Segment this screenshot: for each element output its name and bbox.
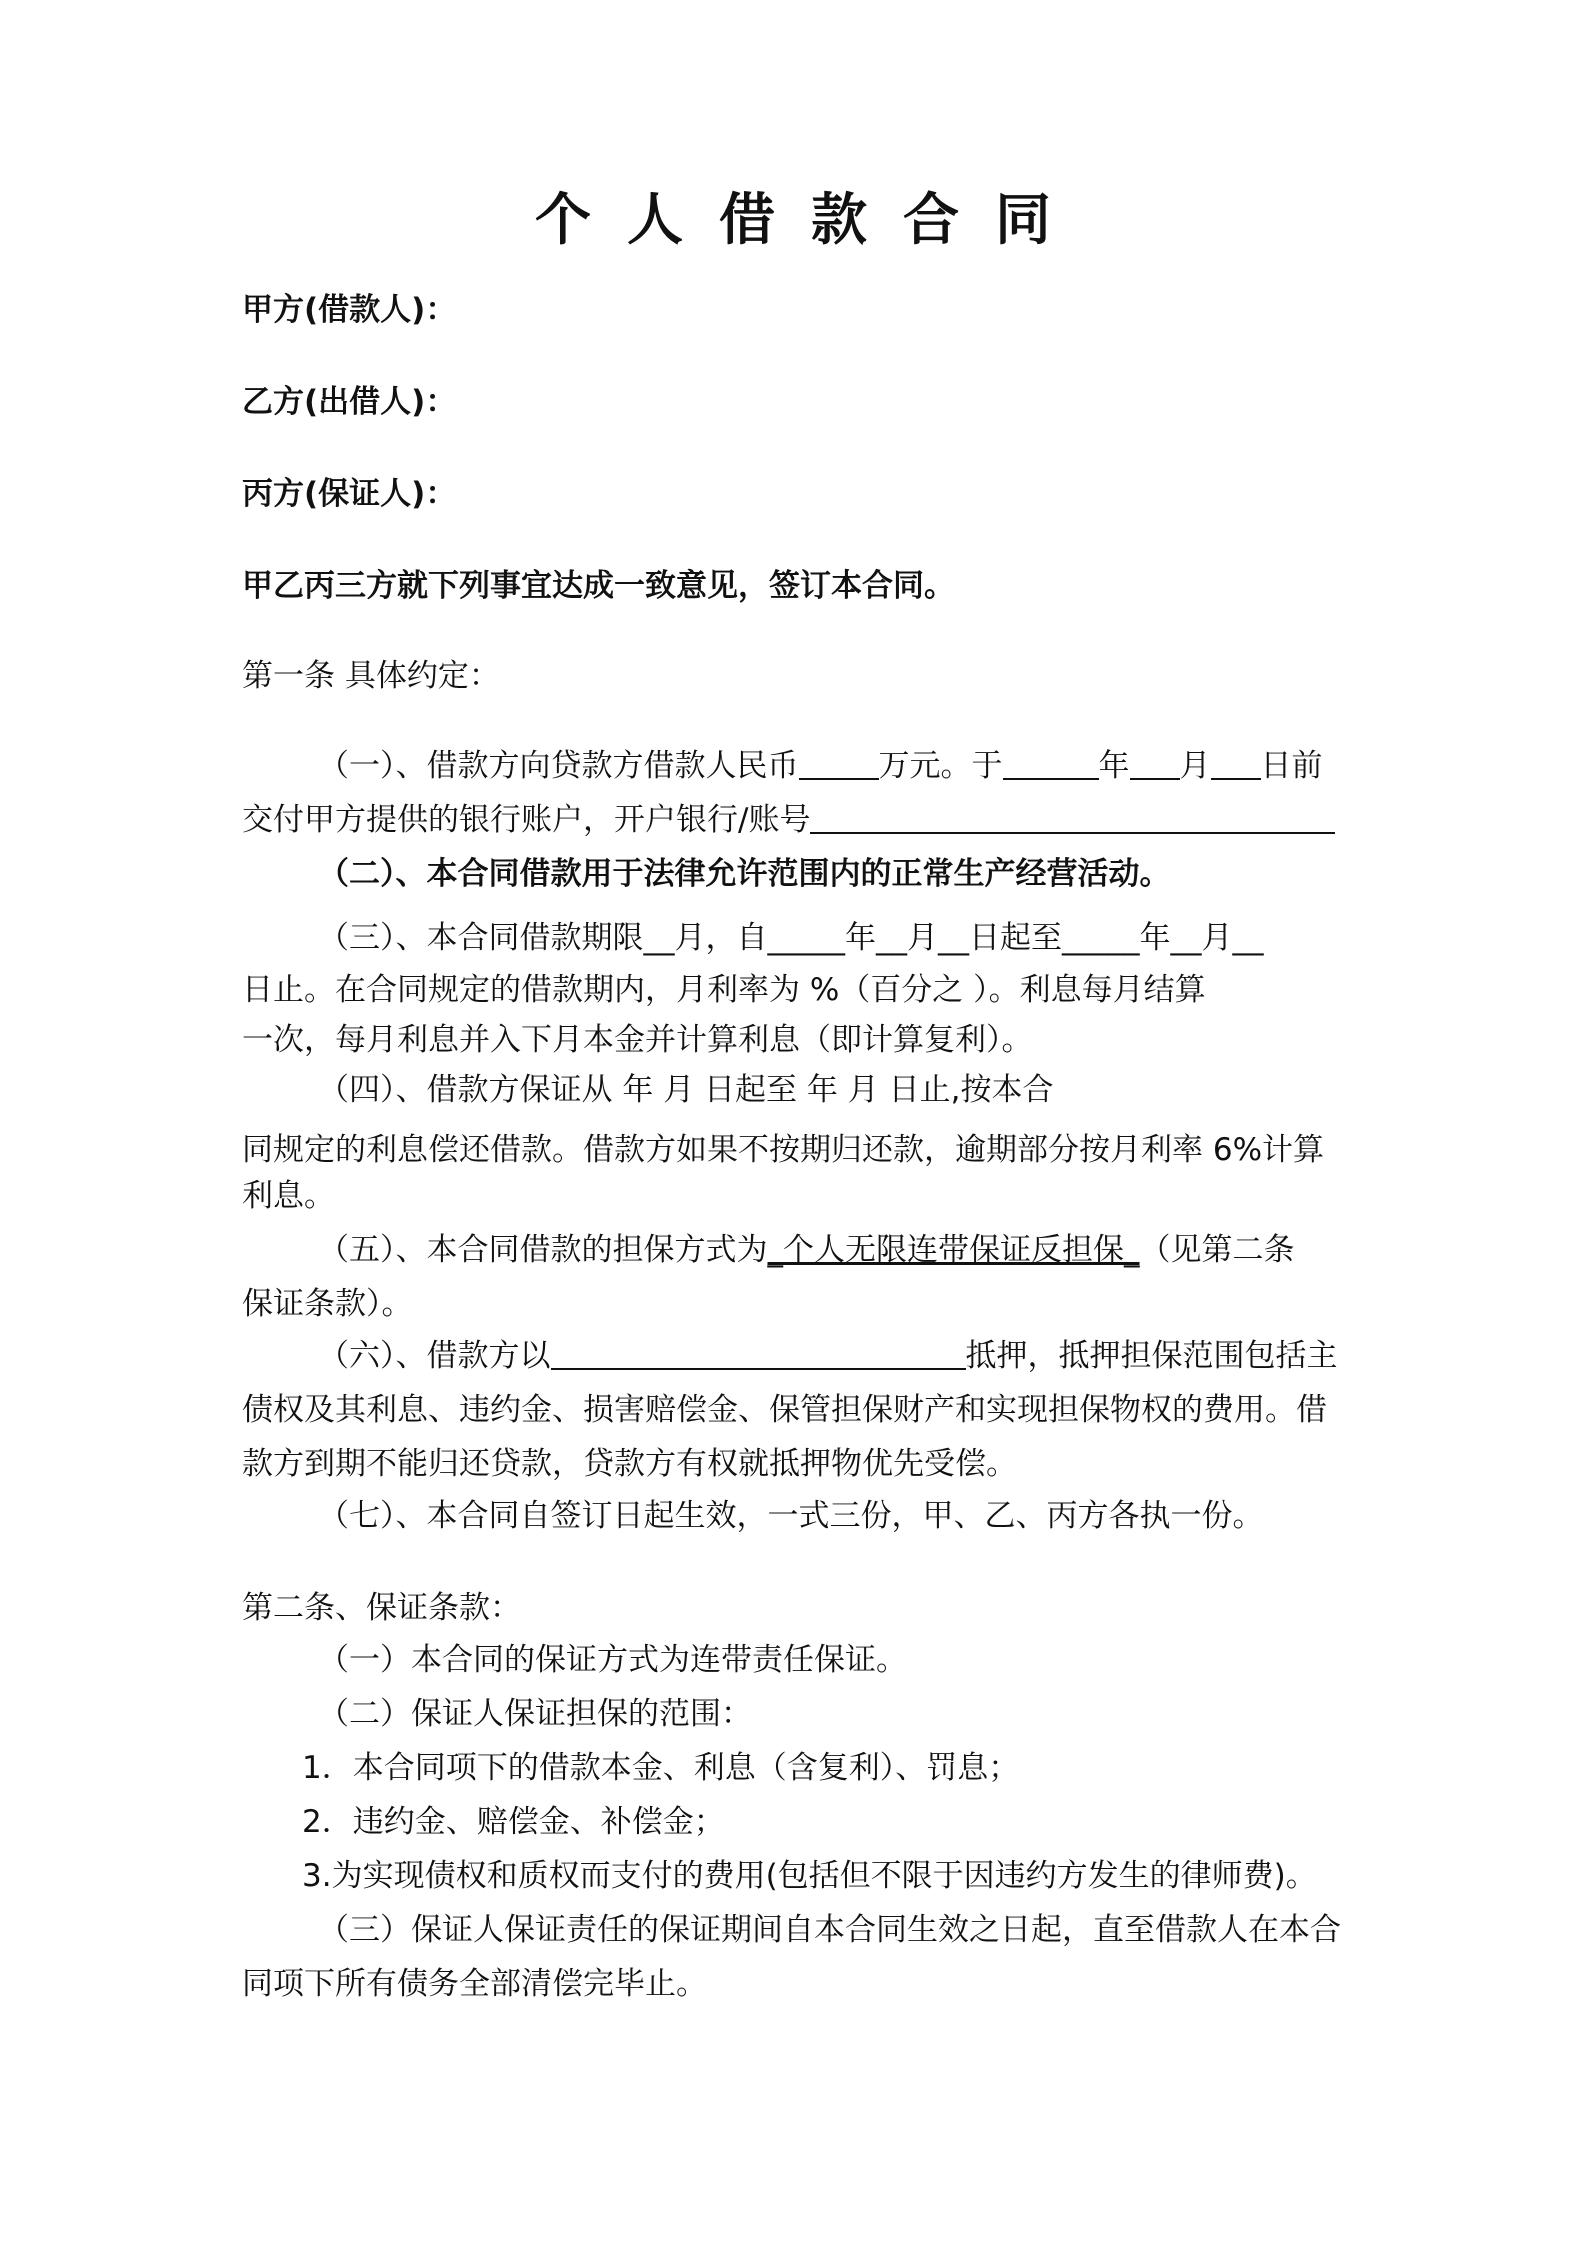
lender-label: 乙方(出借人)：	[242, 384, 457, 420]
clause-6-text-b: 抵押，抵押担保范围包括主	[965, 1338, 1338, 1374]
clause-1-text-d: 月	[1179, 748, 1211, 784]
clause-1-text-f: 交付甲方提供的银行账户，开户银行/账号	[242, 802, 811, 838]
article-1-heading: 第一条 具体约定：	[242, 658, 500, 694]
clause-4-line-2: 同规定的利息偿还借款。借款方如果不按期归还款，逾期部分按月利率 6%计算	[242, 1132, 1325, 1168]
clause-7: （七）、本合同自签订日起生效，一式三份，甲、乙、丙方各执一份。	[318, 1498, 1264, 1534]
clause-6-text-a: （六）、借款方以	[318, 1338, 551, 1374]
bank-account-blank[interactable]	[810, 800, 1335, 834]
clause-1-line-1	[318, 746, 1323, 786]
article-2-para-3-line-1: （三）保证人保证责任的保证期间自本合同生效之日起，直至借款人在本合	[318, 1912, 1341, 1948]
month-blank[interactable]	[1130, 746, 1180, 780]
document-title: 个人借款合同	[535, 188, 1087, 253]
article-2-para-3-line-2: 同项下所有债务全部清偿完毕止。	[242, 1966, 707, 2002]
clause-3-line-1: （三）、本合同借款期限__月，自_____年__月__日起至_____年__月__	[318, 920, 1264, 956]
clause-1-text-b: 万元。于	[878, 748, 1003, 784]
day-blank[interactable]	[1211, 746, 1261, 780]
article-2-heading: 第二条、保证条款：	[242, 1590, 521, 1626]
article-2-item-2: 2．违约金、赔偿金、补偿金；	[302, 1804, 725, 1840]
clause-3-line-3: 一次，每月利息并入下月本金并计算利息（即计算复利）。	[242, 1022, 1033, 1058]
clause-6-line-3: 款方到期不能归还贷款，贷款方有权就抵押物优先受偿。	[242, 1446, 1017, 1482]
clause-1-text-a: （一）、借款方向贷款方借款人民币	[318, 748, 799, 784]
clause-1-line-2	[242, 800, 1335, 840]
borrower-label: 甲方(借款人)：	[242, 292, 457, 328]
clause-3-line-2: 日止。在合同规定的借款期内，月利率为 %（百分之 ）。利息每月结算	[242, 972, 1206, 1008]
clause-5-text-b: （见第二条	[1139, 1232, 1295, 1268]
clause-5-text-a: （五）、本合同借款的担保方式为	[318, 1232, 768, 1268]
clause-1-text-c: 年	[1098, 748, 1130, 784]
guarantor-label: 丙方(保证人)：	[242, 476, 457, 512]
clause-6-line-1	[318, 1336, 1338, 1376]
collateral-blank[interactable]	[551, 1336, 966, 1370]
guarantee-method-value: _个人无限连带保证反担保_	[767, 1232, 1140, 1268]
article-2-para-2: （二）保证人保证担保的范围：	[318, 1696, 752, 1732]
amount-blank[interactable]	[799, 746, 879, 780]
year-blank[interactable]	[1003, 746, 1099, 780]
clause-6-line-2: 债权及其利息、违约金、损害赔偿金、保管担保财产和实现担保物权的费用。借	[242, 1392, 1327, 1428]
clause-1-text-e: 日前	[1260, 748, 1323, 784]
clause-2: （二）、本合同借款用于法律允许范围内的正常生产经营活动。	[318, 856, 1171, 892]
clause-4-line-3: 利息。	[242, 1178, 335, 1214]
article-2-item-3: 3.为实现债权和质权而支付的费用(包括但不限于因违约方发生的律师费)。	[302, 1858, 1317, 1894]
clause-4-line-1: （四）、借款方保证从 年 月 日起至 年 月 日止,按本合	[318, 1072, 1054, 1108]
article-2-para-1: （一）本合同的保证方式为连带责任保证。	[318, 1642, 907, 1678]
intro-text: 甲乙丙三方就下列事宜达成一致意见，签订本合同。	[242, 568, 955, 604]
clause-5-line-1	[318, 1230, 1295, 1270]
article-2-item-1: 1．本合同项下的借款本金、利息（含复利）、罚息；	[302, 1750, 1020, 1786]
clause-5-line-2: 保证条款）。	[242, 1286, 413, 1322]
